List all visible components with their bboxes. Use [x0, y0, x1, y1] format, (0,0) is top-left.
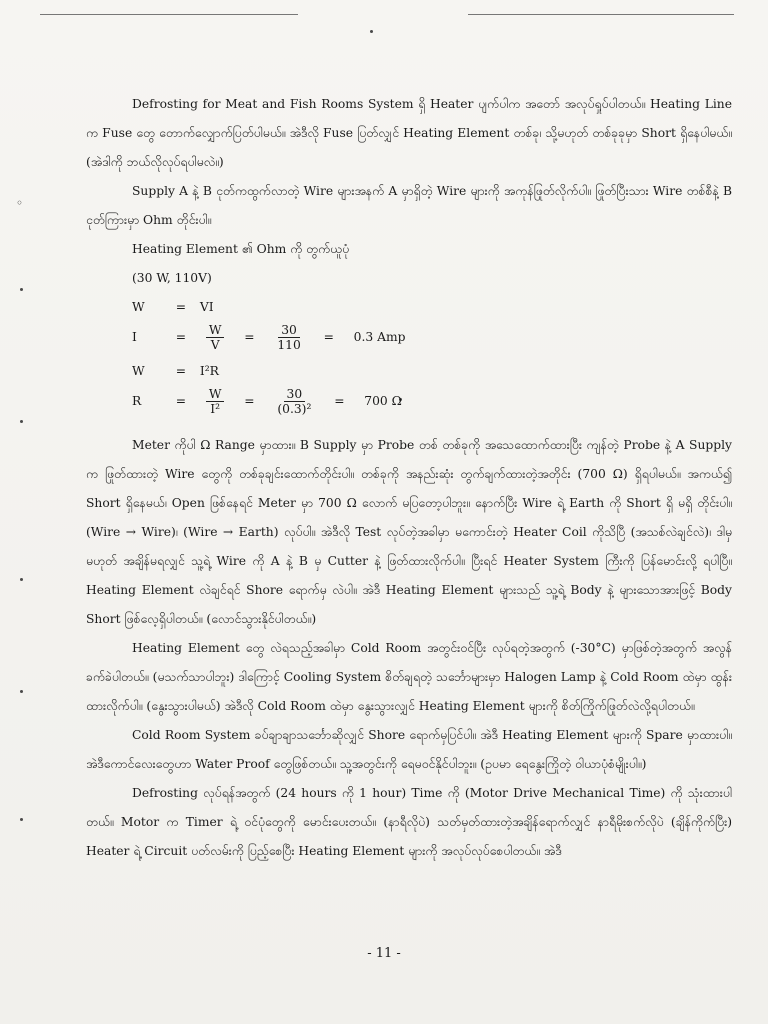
- fraction-numerator: W: [206, 387, 225, 402]
- speck: [20, 578, 23, 581]
- fraction-denominator: I²: [210, 402, 221, 416]
- eq-operator: =: [244, 394, 255, 408]
- calc-heading: Heating Element ၏ Ohm ကို တွက်ယူပုံ: [132, 242, 350, 256]
- eq-operator: =: [334, 394, 345, 408]
- eq-lhs: W: [132, 300, 145, 314]
- page-body: [86, 90, 732, 866]
- speck: [20, 288, 23, 291]
- fraction-denominator: (0.3)²: [277, 402, 312, 416]
- margin-mark: ◦: [16, 196, 24, 210]
- fraction: [274, 323, 303, 352]
- eq-rhs: VI: [199, 300, 214, 314]
- fraction: [206, 387, 225, 416]
- paragraph-spare: Cold Room System ခပ်ချာချာသင်္ဘောဆိုလျှင် Shore ရောက်မှပြင်ပါ။ အဲဒီ Heating Element များကို Spare မှာထားပါ။ အဲဒီကောင်လေးတွေဟာ Water Proof တွေဖြစ်တယ်။ သူ့အတွင်းကို ရေမဝင်နိုင်ပါဘူး။ (ဥပမာ ရေနွေးကြိုတဲ့ ဝါယာပုံစံမျိုးပါ။): [86, 728, 732, 771]
- equation-resistance: [86, 387, 732, 421]
- fraction-numerator: 30: [278, 323, 300, 338]
- eq-operator: =: [175, 300, 187, 314]
- paragraph-defrost-timer: Defrosting လုပ်ရန်အတွက် (24 hours ကို 1 hour) Time ကို (Motor Drive Mechanical Time) ကို သုံးထားပါတယ်။ Motor က Timer ရဲ့ ဝင်ပုံတွေကို မောင်းပေးတယ်။ (နာရီလိုပဲ) သတ်မှတ်ထားတဲ့အချိန်ရောက်လျှင် နာရီမိုးစက်လိုပဲ (ချိန်ကိုက်ပြီး) Heater ရဲ့ Circuit ပတ်လမ်းကို ပြည့်စေပြီး Heating Element များကို အလုပ်လုပ်စေပါတယ်။ အဲဒီ: [86, 786, 732, 858]
- eq-operator: =: [323, 330, 334, 344]
- fraction-numerator: 30: [284, 387, 306, 402]
- paragraph-cold-room: Heating Element တွေ လဲရသည့်အခါမှာ Cold Room အတွင်းဝင်ပြီး လုပ်ရတဲ့အတွက် (-30°C) မှာဖြစ်တဲ့အတွက် အလွန် ခက်ခဲပါတယ်။ (မသက်သာပါဘူး) ဒါကြောင့် Cooling System စိတ်ချရတဲ့ သင်္ဘောများမှာ Halogen Lamp နဲ့ Cold Room ထဲမှာ ထွန်းထားလိုက်ပါ။ (နွေးသွားပါမယ်) အဲဒီလို Cold Room ထဲမှာ နွေးသွားလျှင် Heating Element များကို စိတ်ကြိုက်ဖြုတ်လဲလို့ရပါတယ်။: [86, 641, 732, 713]
- eq-operator: =: [244, 330, 255, 344]
- eq-result: 700 Ω: [364, 394, 402, 408]
- fraction-numerator: W: [206, 323, 225, 338]
- eq-operator: =: [175, 364, 187, 378]
- fraction-denominator: 110: [277, 338, 301, 352]
- fraction: [274, 387, 314, 416]
- eq-lhs: W: [132, 364, 145, 378]
- paragraph-supply: Supply A နဲ့ B ငုတ်ကထွက်လာတဲ့ Wire များအနက် A မှာရှိတဲ့ Wire များကို အကုန်ဖြုတ်လိုက်ပါ။ ဖြုတ်ပြီးသား Wire တစ်စီနဲ့ B ငုတ်ကြားမှာ Ohm တိုင်းပါ။: [86, 184, 732, 227]
- page-number: - 11 -: [367, 946, 401, 961]
- speck: [20, 818, 23, 821]
- calculation-block: [86, 235, 732, 421]
- top-rule-left: [40, 14, 298, 15]
- paragraph-intro: Defrosting for Meat and Fish Rooms System ရှိ Heater ပျက်ပါက အတော် အလုပ်ရှုပ်ပါတယ်။ Heating Line က Fuse တွေ တောက်လျှောက်ပြတ်ပါမယ်။ အဲဒီလို Fuse ပြတ်လျှင် Heating Element တစ်ခု၊ သို့မဟုတ် တစ်ခုခုမှာ Short ရှိနေပါမယ်။ (အဲဒါကို ဘယ်လိုလုပ်ရပါမလဲ။): [86, 97, 732, 169]
- equation-power: [86, 293, 732, 323]
- eq-lhs: R: [132, 394, 142, 408]
- calc-rating: (30 W, 110V): [132, 271, 212, 285]
- fraction-denominator: V: [210, 338, 220, 352]
- eq-operator: =: [175, 330, 187, 344]
- equation-power-resistance: [86, 357, 732, 387]
- eq-lhs: I: [132, 330, 137, 344]
- eq-operator: =: [175, 394, 187, 408]
- equation-current: [86, 323, 732, 357]
- top-rule-right: [468, 14, 734, 15]
- speck: [20, 420, 23, 423]
- eq-result: 0.3 Amp: [353, 330, 406, 344]
- speck: [20, 690, 23, 693]
- paragraph-meter-test: Meter ကိုပါ Ω Range မှာထား။ B Supply မှာ Probe တစ် တစ်ခုကို အသေထောက်ထားပြီး ကျန်တဲ့ Probe နဲ့ A Supply က ဖြုတ်ထားတဲ့ Wire တွေကို တစ်ခုချင်းထောက်တိုင်းပါ။ တစ်ခုကို အနည်းဆုံး တွက်ချက်ထားတဲ့အတိုင်း (700 Ω) ရှိရပါမယ်။ အကယ်၍ Short ရှိနေမယ်၊ Open ဖြစ်နေရင် Meter မှာ 700 Ω လောက် မပြတော့ပါဘူး။ နောက်ပြီး Wire ရဲ့ Earth ကို Short ရှိ မရှိ တိုင်းပါ။ (Wire → Wire)၊ (Wire → Earth) လုပ်ပါ။ အဲဒီလို Test လုပ်တဲ့အခါမှာ မကောင်းတဲ့ Heater Coil ကိုသိပြီ (အသစ်လဲချင်လဲ)၊ ဒါမှမဟုတ် အချိန်မရလျှင် သူ့ရဲ့ Wire ကို A နဲ့ B မှ Cutter နဲ့ ဖြတ်ထားလိုက်ပါ။ ပြီးရင် Heater System ကြီးကို ပြန်မောင်းလို့ ရပါပြီ။ Heating Element လဲချင်ရင် Shore ရောက်မှ လဲပါ။ အဲဒီ Heating Element များသည် သူ့ရဲ့ Body နဲ့ များသောအားဖြင့် Body Short ဖြစ်လေ့ရှိပါတယ်။ (လောင်သွားနိုင်ပါတယ်။): [86, 438, 732, 626]
- fraction: [206, 323, 225, 352]
- speck: [370, 30, 373, 33]
- eq-rhs: I²R: [199, 364, 219, 378]
